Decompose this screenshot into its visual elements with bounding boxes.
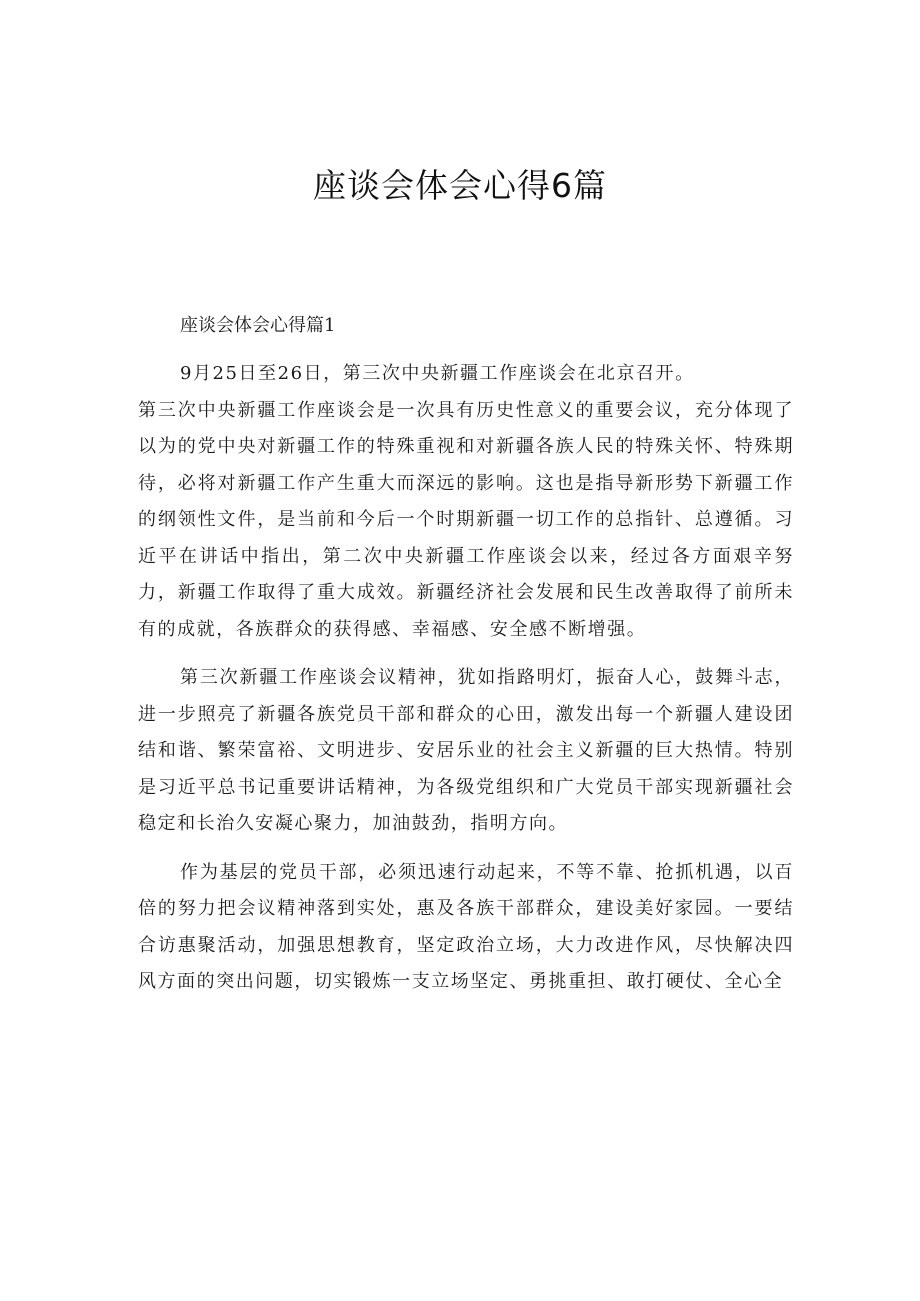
paragraph-grassroots-action: 作为基层的党员干部，必须迅速行动起来，不等不靠、抢抓机遇，以百倍的努力把会议精神落到实处，惠及各族干部群众，建设美好家园。一要结合访惠聚活动，加强思想教育，坚定政治立场，大力改进作风，尽快解决四风方面的突出问题，切实锻炼一支立场坚定、勇挑重担、敢打硬仗、全心全 bbox=[138, 861, 794, 992]
section-heading: 座谈会体会心得篇1 bbox=[180, 315, 336, 336]
document-title: 座谈会体会心得6篇 bbox=[313, 166, 607, 205]
paragraph-date: 9月25日至26日，第三次中央新疆工作座谈会在北京召开。 bbox=[180, 363, 695, 384]
paragraph-meeting-significance: 第三次中央新疆工作座谈会是一次具有历史性意义的重要会议，充分体现了以为的党中央对新疆工作的特殊重视和对新疆各族人民的特殊关怀、特殊期待，必将对新疆工作产生重大而深远的影响。这也是指导新形势下新疆工作的纲领性文件，是当前和今后一个时期新疆一切工作的总指针、总遵循。习近平在讲话中指出，第二次中央新疆工作座谈会以来，经过各方面艰辛努力，新疆工作取得了重大成效。新疆经济社会发展和民生改善取得了前所未有的成就，各族群众的获得感、幸福感、安全感不断增强。 bbox=[138, 399, 794, 640]
paragraph-meeting-spirit: 第三次新疆工作座谈会议精神，犹如指路明灯，振奋人心，鼓舞斗志，进一步照亮了新疆各族党员干部和群众的心田，激发出每一个新疆人建设团结和谐、繁荣富裕、文明进步、安居乐业的社会主义新疆的巨大热情。特别是习近平总书记重要讲话精神，为各级党组织和广大党员干部实现新疆社会稳定和长治久安凝心聚力，加油鼓劲，指明方向。 bbox=[138, 667, 794, 834]
document-body bbox=[138, 308, 794, 1001]
